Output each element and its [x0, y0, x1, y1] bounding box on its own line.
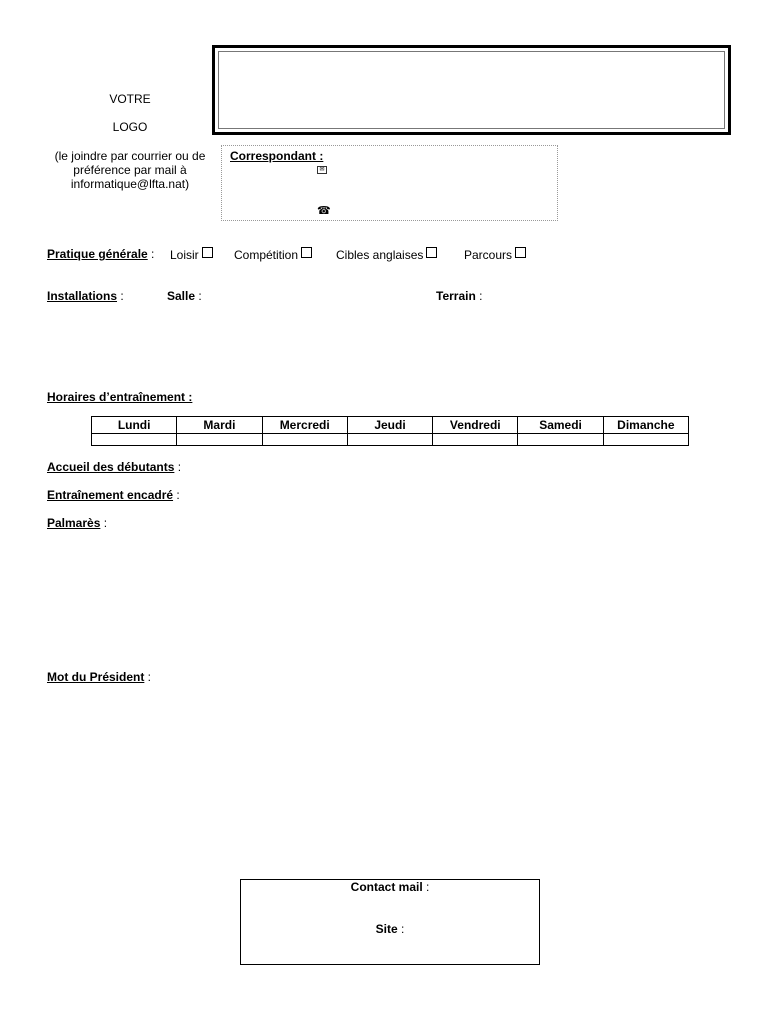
installations-label: Installations	[47, 289, 118, 303]
palmares-sep: :	[100, 516, 108, 530]
schedule-cell-dimanche[interactable]	[603, 434, 688, 446]
checkbox-loisir[interactable]	[202, 247, 213, 258]
checkbox-competition[interactable]	[301, 247, 312, 258]
option-competition	[234, 247, 312, 262]
option-cibles-anglaises	[336, 247, 437, 262]
pratique-sep: :	[147, 247, 155, 261]
schedule-cell-mercredi[interactable]	[262, 434, 347, 446]
day-header-mercredi: Mercredi	[262, 417, 347, 434]
schedule-header-row	[92, 417, 689, 434]
accueil-label: Accueil des débutants	[47, 460, 175, 474]
day-header-dimanche: Dimanche	[603, 417, 688, 434]
logo-note-line2: préférence par mail à	[73, 163, 187, 177]
correspondant-label: Correspondant :	[230, 149, 324, 163]
terrain-label: Terrain	[436, 289, 476, 303]
day-header-samedi: Samedi	[518, 417, 603, 434]
installations-row	[47, 289, 124, 303]
schedule-cell-vendredi[interactable]	[433, 434, 518, 446]
accueil-sep: :	[174, 460, 182, 474]
telephone-icon: ☎	[317, 205, 331, 217]
schedule-table	[91, 416, 689, 446]
site-sep: :	[397, 922, 405, 936]
option-cibles-anglaises-label: Cibles anglaises	[336, 248, 424, 262]
pratique-row	[47, 247, 154, 261]
option-parcours-label: Parcours	[464, 248, 513, 262]
option-parcours	[464, 247, 526, 262]
option-loisir	[170, 247, 213, 262]
installations-sep: :	[117, 289, 124, 303]
palmares-row	[47, 516, 107, 530]
logo-placeholder-line2: LOGO	[112, 120, 148, 134]
schedule-cell-mardi[interactable]	[177, 434, 262, 446]
contact-mail-row	[240, 880, 540, 894]
logo-placeholder-line1: VOTRE	[109, 92, 151, 106]
terrain-sep: :	[475, 289, 483, 303]
day-header-jeudi: Jeudi	[347, 417, 432, 434]
entrainement-row	[47, 488, 180, 502]
schedule-cell-samedi[interactable]	[518, 434, 603, 446]
salle-label: Salle	[167, 289, 196, 303]
logo-instructions	[45, 149, 215, 191]
mot-president-label: Mot du Président	[47, 670, 145, 684]
day-header-lundi: Lundi	[92, 417, 177, 434]
checkbox-parcours[interactable]	[515, 247, 526, 258]
checkbox-cibles-anglaises[interactable]	[426, 247, 437, 258]
site-label: Site	[375, 922, 398, 936]
option-competition-label: Compétition	[234, 248, 299, 262]
logo-note-line3: informatique@lfta.nat)	[70, 177, 190, 191]
entrainement-label: Entraînement encadré	[47, 488, 174, 502]
site-row	[240, 922, 540, 936]
schedule-cell-jeudi[interactable]	[347, 434, 432, 446]
envelope-icon: ✉	[317, 166, 327, 174]
pratique-label: Pratique générale	[47, 247, 148, 261]
terrain-field	[436, 289, 482, 303]
mot-president-sep: :	[144, 670, 152, 684]
entrainement-sep: :	[173, 488, 180, 502]
club-name-inner-frame	[218, 51, 725, 129]
contact-mail-sep: :	[422, 880, 430, 894]
salle-sep: :	[195, 289, 202, 303]
mot-president-row	[47, 670, 151, 684]
horaires-label: Horaires d’entraînement :	[47, 390, 193, 404]
accueil-row	[47, 460, 181, 474]
day-header-mardi: Mardi	[177, 417, 262, 434]
day-header-vendredi: Vendredi	[433, 417, 518, 434]
contact-mail-label: Contact mail	[350, 880, 423, 894]
schedule-value-row	[92, 434, 689, 446]
club-name-box[interactable]	[212, 45, 731, 135]
salle-field	[167, 289, 202, 303]
palmares-label: Palmarès	[47, 516, 101, 530]
logo-note-line1: (le joindre par courrier ou de	[54, 149, 206, 163]
schedule-cell-lundi[interactable]	[92, 434, 177, 446]
option-loisir-label: Loisir	[170, 248, 199, 262]
